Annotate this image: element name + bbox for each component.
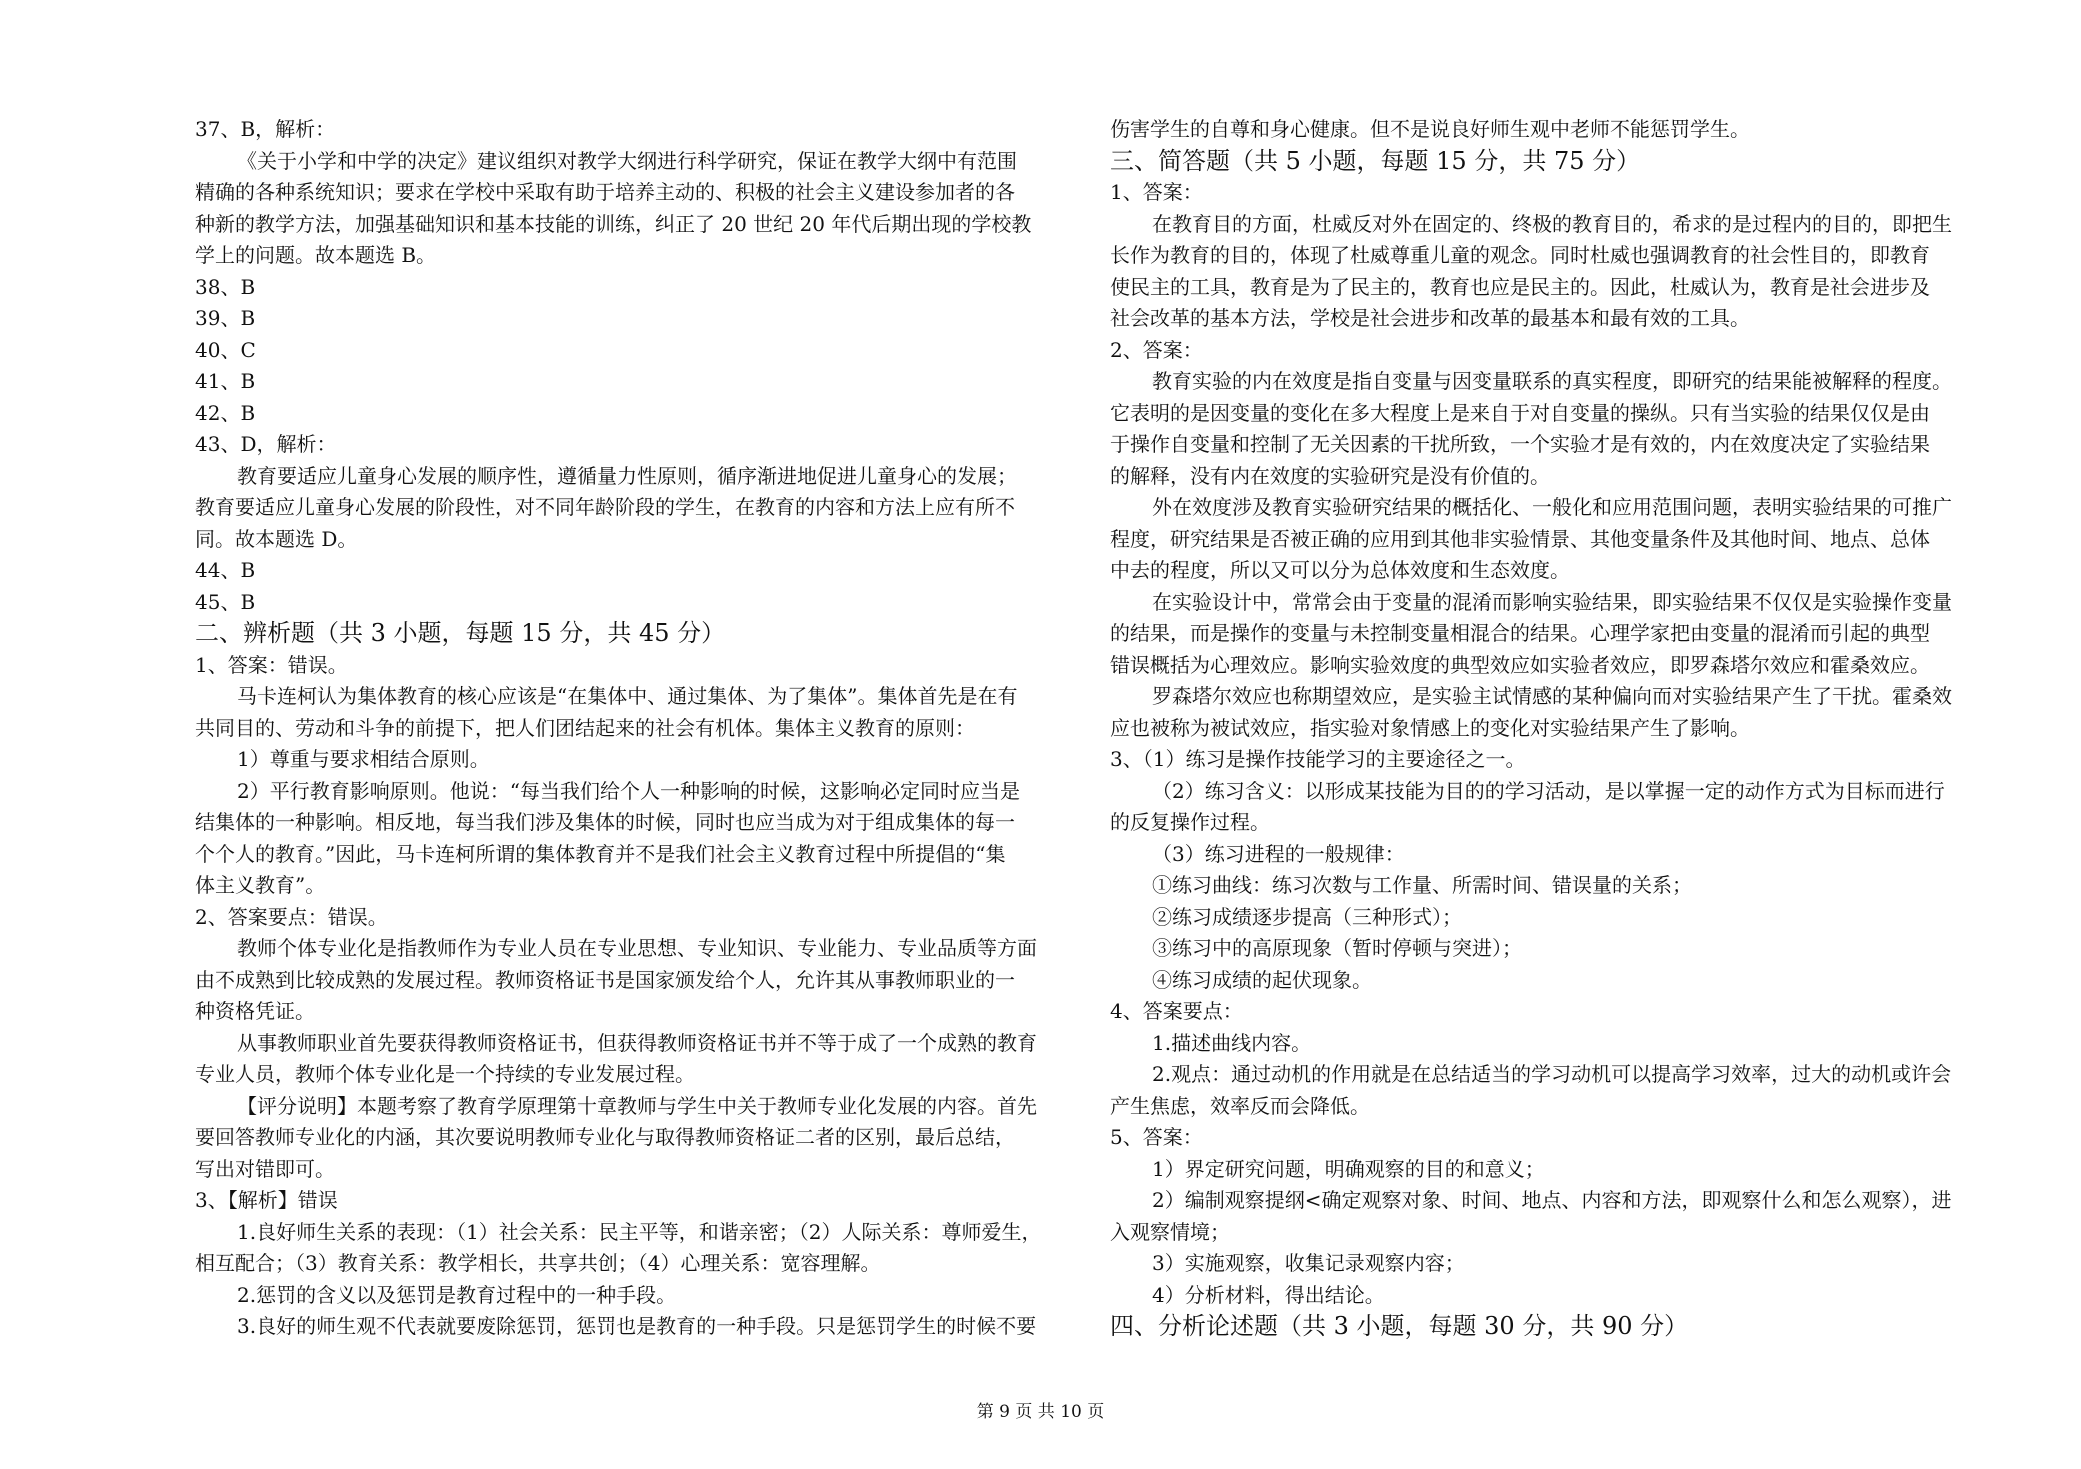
- text-line: 共同目的、劳动和斗争的前提下，把人们团结起来的社会有机体。集体主义教育的原则：: [195, 715, 975, 740]
- text-line: 38、B: [195, 274, 256, 299]
- text-line: 相互配合；（3）教育关系：教学相长，共享共创；（4）心理关系：宽容理解。: [195, 1251, 881, 1275]
- text-line: （3）练习进程的一般规律：: [1152, 841, 1405, 866]
- text-line: 42、B: [195, 400, 256, 425]
- text-line: 它表明的是因变量的变化在多大程度上是来自于对自变量的操纵。只有当实验的结果仅仅是由: [1110, 400, 1930, 425]
- text-line: 3、（1）练习是操作技能学习的主要途径之一。: [1110, 747, 1526, 771]
- text-line: 程度，研究结果是否被正确的应用到其他非实验情景、其他变量条件及其他时间、地点、总体: [1110, 526, 1930, 551]
- text-line: 长作为教育的目的，体现了杜威尊重儿童的观念。同时杜威也强调教育的社会性目的，即教育: [1110, 243, 1930, 267]
- right-column: [1110, 114, 1980, 1343]
- text-line: 4）分析材料，得出结论。: [1152, 1282, 1385, 1307]
- text-line: 马卡连柯认为集体教育的核心应该是“在集体中、通过集体、为了集体”。集体首先是在有: [237, 684, 1018, 708]
- text-line: 37、B，解析：: [195, 117, 336, 141]
- text-line: 种新的教学方法，加强基础知识和基本技能的训练，纠正了 20 世纪 20 年代后期出现的学校教: [195, 211, 1032, 236]
- text-line: 1、答案：: [1110, 180, 1203, 204]
- text-line: 中去的程度，所以又可以分为总体效度和生态效度。: [1110, 558, 1570, 582]
- text-line: 1、答案：错误。: [195, 652, 348, 677]
- text-line: 5、答案：: [1110, 1125, 1203, 1149]
- text-line: 外在效度涉及教育实验研究结果的概括化、一般化和应用范围问题，表明实验结果的可推广: [1152, 495, 1952, 519]
- text-line: 2）编制观察提纲<确定观察对象、时间、地点、内容和方法，即观察什么和怎么观察），进: [1152, 1188, 1952, 1212]
- text-line: ④练习成绩的起伏现象。: [1152, 967, 1372, 992]
- section-heading: 四、分析论述题（共 3 小题，每题 30 分，共 90 分）: [1110, 1312, 1689, 1340]
- text-line: 的解释，没有内在效度的实验研究是没有价值的。: [1110, 463, 1550, 488]
- text-line: 3.良好的师生观不代表就要废除惩罚，惩罚也是教育的一种手段。只是惩罚学生的时候不要: [237, 1314, 1037, 1338]
- text-line: 3、【解析】错误: [195, 1188, 338, 1212]
- text-line: ①练习曲线：练习次数与工作量、所需时间、错误量的关系；: [1152, 873, 1692, 897]
- text-line: 从事教师职业首先要获得教师资格证书，但获得教师资格证书并不等于成了一个成熟的教育: [237, 1030, 1037, 1055]
- text-line: （2）练习含义：以形成某技能为目的的学习活动，是以掌握一定的动作方式为目标而进行: [1152, 778, 1945, 803]
- text-line: 产生焦虑，效率反而会降低。: [1110, 1093, 1370, 1118]
- text-line: 4、答案要点：: [1110, 999, 1243, 1023]
- text-line: 伤害学生的自尊和身心健康。但不是说良好师生观中老师不能惩罚学生。: [1110, 117, 1750, 141]
- section-heading: 二、辨析题（共 3 小题，每题 15 分，共 45 分）: [195, 619, 726, 647]
- text-line: 2）平行教育影响原则。他说：“每当我们给个人一种影响的时候，这影响必定同时应当是: [237, 778, 1020, 803]
- text-line: ③练习中的高原现象（暂时停顿与突进）；: [1152, 936, 1522, 960]
- text-line: 学上的问题。故本题选 B。: [195, 243, 437, 267]
- text-line: 在教育目的方面，杜威反对外在固定的、终极的教育目的，希求的是过程内的目的，即把生: [1152, 211, 1952, 236]
- text-line: 教育要适应儿童身心发展的阶段性，对不同年龄阶段的学生，在教育的内容和方法上应有所不: [195, 495, 1015, 519]
- text-line: 教育实验的内在效度是指自变量与因变量联系的真实程度，即研究的结果能被解释的程度。: [1152, 369, 1952, 393]
- text-line: 2、答案：: [1110, 337, 1203, 362]
- text-line: 个个人的教育。”因此，马卡连柯所谓的集体教育并不是我们社会主义教育过程中所提倡的“集: [195, 841, 1006, 866]
- text-line: 写出对错即可。: [195, 1156, 335, 1181]
- text-line: 种资格凭证。: [195, 999, 315, 1023]
- text-line: 2.观点：通过动机的作用就是在总结适当的学习动机可以提高学习效率，过大的动机或许会: [1152, 1062, 1952, 1086]
- text-line: 41、B: [195, 369, 256, 393]
- text-line: 的反复操作过程。: [1110, 810, 1270, 834]
- text-line: 使民主的工具，教育是为了民主的，教育也应是民主的。因此，杜威认为，教育是社会进步及: [1110, 274, 1930, 299]
- text-line: 教师个体专业化是指教师作为专业人员在专业思想、专业知识、专业能力、专业品质等方面: [237, 936, 1037, 960]
- text-line: 精确的各种系统知识；要求在学校中采取有助于培养主动的、积极的社会主义建设参加者的各: [195, 180, 1015, 204]
- text-line: 社会改革的基本方法，学校是社会进步和改革的最基本和最有效的工具。: [1110, 306, 1750, 330]
- text-line: 1）尊重与要求相结合原则。: [237, 747, 490, 771]
- text-line: 40、C: [195, 337, 256, 362]
- text-line: 错误概括为心理效应。影响实验效度的典型效应如实验者效应，即罗森塔尔效应和霍桑效应。: [1110, 652, 1930, 677]
- text-line: 教育要适应儿童身心发展的顺序性，遵循量力性原则，循序渐进地促进儿童身心的发展；: [237, 463, 1017, 488]
- text-line: 同。故本题选 D。: [195, 526, 358, 551]
- text-line: 的结果，而是操作的变量与未控制变量相混合的结果。心理学家把由变量的混淆而引起的典型: [1110, 621, 1930, 645]
- text-line: 结集体的一种影响。相反地，每当我们涉及集体的时候，同时也应当成为对于组成集体的每一: [195, 810, 1015, 834]
- text-line: 1.描述曲线内容。: [1152, 1030, 1312, 1055]
- text-line: ②练习成绩逐步提高（三种形式）；: [1152, 904, 1462, 929]
- text-line: 45、B: [195, 589, 256, 614]
- text-line: 2、答案要点：错误。: [195, 904, 388, 929]
- left-column: [195, 114, 1065, 1343]
- text-line: 要回答教师专业化的内涵，其次要说明教师专业化与取得教师资格证二者的区别，最后总结，: [195, 1125, 1015, 1149]
- text-line: 《关于小学和中学的决定》建议组织对教学大纲进行科学研究，保证在教学大纲中有范围: [237, 148, 1017, 173]
- text-line: 罗森塔尔效应也称期望效应，是实验主试情感的某种偏向而对实验结果产生了干扰。霍桑效: [1152, 684, 1952, 708]
- text-line: 2.惩罚的含义以及惩罚是教育过程中的一种手段。: [237, 1282, 677, 1307]
- text-line: 在实验设计中，常常会由于变量的混淆而影响实验结果，即实验结果不仅仅是实验操作变量: [1152, 589, 1952, 614]
- section-heading: 三、简答题（共 5 小题，每题 15 分，共 75 分）: [1110, 146, 1641, 175]
- text-line: 于操作自变量和控制了无关因素的干扰所致，一个实验才是有效的，内在效度决定了实验结果: [1110, 432, 1930, 456]
- text-line: 39、B: [195, 306, 256, 330]
- text-line: 专业人员，教师个体专业化是一个持续的专业发展过程。: [195, 1062, 695, 1086]
- text-line: 3）实施观察，收集记录观察内容；: [1152, 1251, 1465, 1275]
- text-line: 1.良好师生关系的表现：（1）社会关系：民主平等，和谐亲密；（2）人际关系：尊师爱生，: [237, 1219, 1042, 1244]
- text-line: 43、D，解析：: [195, 432, 337, 456]
- text-line: 入观察情境；: [1110, 1219, 1230, 1244]
- text-line: 【评分说明】本题考察了教育学原理第十章教师与学生中关于教师专业化发展的内容。首先: [237, 1093, 1037, 1118]
- text-line: 体主义教育”。: [195, 873, 326, 897]
- text-line: 应也被称为被试效应，指实验对象情感上的变化对实验结果产生了影响。: [1110, 715, 1750, 740]
- page-footer: 第 9 页 共 10 页: [976, 1402, 1105, 1422]
- text-line: 由不成熟到比较成熟的发展过程。教师资格证书是国家颁发给个人，允许其从事教师职业的一: [195, 967, 1015, 992]
- text-line: 1）界定研究问题，明确观察的目的和意义；: [1152, 1156, 1545, 1181]
- text-line: 44、B: [195, 558, 256, 582]
